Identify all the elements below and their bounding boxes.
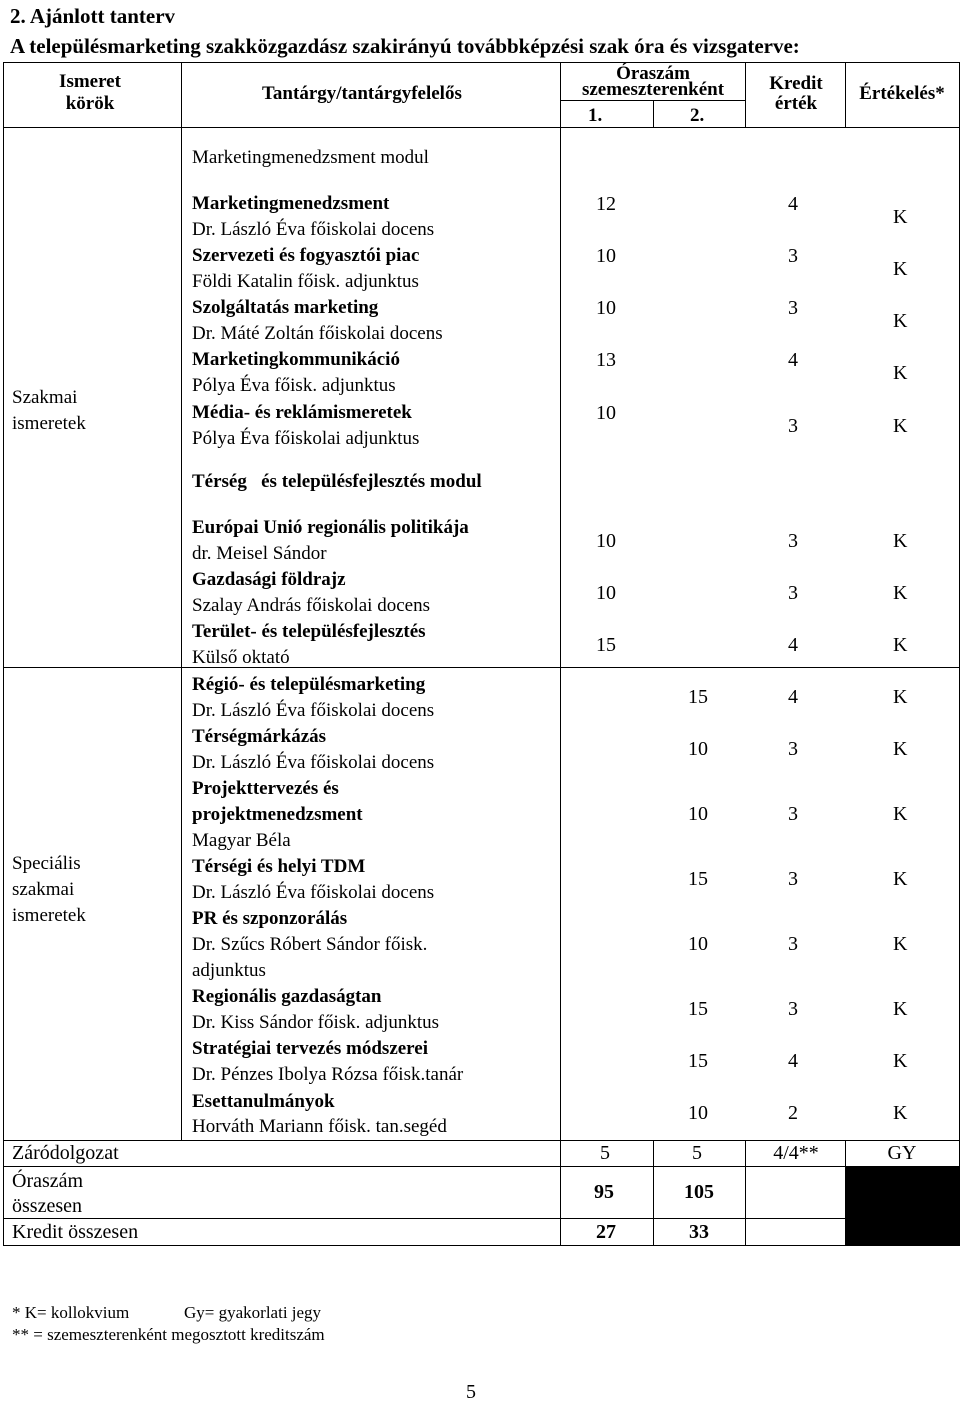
page-subtitle: A településmarketing szakközgazdász szakirányú továbbképzési szak óra és vizsgaterve: [10, 34, 800, 58]
subject-teacher: Pólya Éva főiskolai adjunktus [192, 428, 420, 449]
subject-teacher: Dr. László Éva főiskolai docens [192, 700, 435, 721]
subject-teacher: Dr. László Éva főiskolai docens [192, 752, 435, 773]
hours-total-sem1: 95 [594, 1181, 614, 1203]
subject-name: Regionális gazdaságtan [192, 986, 382, 1007]
credit-value: 3 [788, 530, 798, 552]
credit-value: 4 [788, 193, 798, 215]
evaluation-value: K [893, 310, 908, 332]
hours-value: 10 [596, 297, 616, 319]
header-subject: Tantárgy/tantárgyfelelős [262, 83, 462, 104]
page-number: 5 [466, 1381, 476, 1403]
subject-teacher: Dr. László Éva főiskolai docens [192, 882, 435, 903]
hours-value: 13 [596, 349, 616, 371]
subject-name: Európai Unió regionális politikája [192, 517, 469, 538]
header-semester-2: 2. [690, 105, 705, 126]
subject-teacher-continued: adjunktus [192, 960, 266, 981]
hours-value: 12 [596, 193, 616, 215]
hours-value: 15 [688, 1050, 708, 1072]
subject-name: Marketingmenedzsment [192, 193, 390, 214]
credit-value: 3 [788, 933, 798, 955]
credit-value: 3 [788, 582, 798, 604]
hours-value: 10 [688, 1102, 708, 1124]
credit-value: 3 [788, 415, 798, 437]
header-hours-line2: szemeszterenként [581, 79, 725, 100]
evaluation-value: K [893, 1050, 908, 1072]
credit-value: 3 [788, 803, 798, 825]
hours-value: 10 [688, 933, 708, 955]
header-hours-line1: Óraszám [616, 63, 690, 84]
subject-name: Szervezeti és fogyasztói piac [192, 245, 420, 266]
credit-value: 3 [788, 868, 798, 890]
credit-value: 4 [788, 349, 798, 371]
evaluation-value: K [893, 258, 908, 280]
subject-name: Térségmárkázás [192, 726, 327, 747]
footnote: * K= kollokvium [12, 1303, 130, 1322]
evaluation-value: K [893, 206, 908, 228]
evaluation-value: K [893, 998, 908, 1020]
evaluation-value: K [893, 530, 908, 552]
subject-name: Terület- és településfejlesztés [192, 621, 426, 642]
subject-teacher: dr. Meisel Sándor [192, 543, 327, 564]
credit-value: 3 [788, 738, 798, 760]
subject-name-continued: projektmenedzsment [192, 804, 363, 825]
subject-teacher: Dr. László Éva főiskolai docens [192, 219, 435, 240]
evaluation-value: K [893, 803, 908, 825]
hours-total-label: Óraszám [12, 1170, 84, 1192]
subject-teacher: Magyar Béla [192, 830, 291, 851]
hours-total-sem2: 105 [684, 1181, 714, 1203]
subject-teacher: Dr. Szűcs Róbert Sándor főisk. [192, 934, 428, 955]
hours-value: 10 [596, 530, 616, 552]
evaluation-value: K [893, 582, 908, 604]
credit-value: 3 [788, 245, 798, 267]
header-group-line1: Ismeret [59, 71, 121, 92]
subject-teacher: Pólya Éva főisk. adjunktus [192, 375, 396, 396]
credit-value: 3 [788, 998, 798, 1020]
evaluation-value: K [893, 415, 908, 437]
header-credit-line2: érték [774, 93, 818, 114]
thesis-sem1: 5 [600, 1142, 610, 1164]
thesis-credit: 4/4** [773, 1142, 819, 1164]
credit-total-label: Kredit összesen [12, 1221, 139, 1243]
knowledge-group-label: ismeretek [12, 413, 86, 434]
subject-name: Projekttervezés és [192, 778, 339, 799]
subject-teacher: Dr. Pénzes Ibolya Rózsa főisk.tanár [192, 1064, 464, 1085]
subject-name: Régió- és településmarketing [192, 674, 426, 695]
credit-value: 2 [788, 1102, 798, 1124]
credit-total-sem2: 33 [689, 1221, 709, 1243]
module-title: Térség és településfejlesztés modul [192, 471, 482, 492]
subject-name: Esettanulmányok [192, 1091, 335, 1112]
hours-value: 15 [688, 868, 708, 890]
subject-name: Gazdasági földrajz [192, 569, 346, 590]
blacked-out-cell [846, 1219, 959, 1245]
subject-name: Szolgáltatás marketing [192, 297, 379, 318]
hours-value: 15 [596, 634, 616, 656]
hours-value: 15 [688, 686, 708, 708]
evaluation-value: K [893, 362, 908, 384]
hours-value: 10 [688, 803, 708, 825]
hours-value: 10 [596, 402, 616, 424]
evaluation-value: K [893, 634, 908, 656]
header-semester-1: 1. [588, 105, 603, 126]
evaluation-value: K [893, 868, 908, 890]
footnote: Gy= gyakorlati jegy [184, 1303, 322, 1322]
subject-teacher: Dr. Máté Zoltán főiskolai docens [192, 323, 443, 344]
evaluation-value: K [893, 686, 908, 708]
evaluation-value: K [893, 1102, 908, 1124]
subject-name: PR és szponzorálás [192, 908, 348, 929]
subject-teacher: Horváth Mariann főisk. tan.segéd [192, 1116, 447, 1137]
thesis-evaluation: GY [887, 1142, 917, 1164]
knowledge-group-label: szakmai [12, 879, 75, 900]
subject-teacher: Szalay András főiskolai docens [192, 595, 430, 616]
module-title: Marketingmenedzsment modul [192, 147, 429, 168]
credit-value: 4 [788, 634, 798, 656]
hours-value: 10 [596, 245, 616, 267]
hours-total-label: összesen [12, 1195, 82, 1217]
hours-value: 15 [688, 998, 708, 1020]
credit-total-sem1: 27 [596, 1221, 616, 1243]
subject-name: Térségi és helyi TDM [192, 856, 366, 877]
subject-teacher: Földi Katalin főisk. adjunktus [192, 271, 419, 292]
credit-value: 3 [788, 297, 798, 319]
subject-teacher: Külső oktató [192, 647, 290, 668]
subject-name: Marketingkommunikáció [192, 349, 400, 370]
subject-name: Média- és reklámismeretek [192, 402, 412, 423]
hours-value: 10 [596, 582, 616, 604]
credit-value: 4 [788, 686, 798, 708]
knowledge-group-label: ismeretek [12, 905, 86, 926]
section-heading: 2. Ajánlott tanterv [10, 4, 176, 28]
evaluation-value: K [893, 738, 908, 760]
header-credit-line1: Kredit [769, 73, 823, 94]
header-group-line2: körök [65, 93, 115, 114]
hours-value: 10 [688, 738, 708, 760]
subject-name: Stratégiai tervezés módszerei [192, 1038, 428, 1059]
knowledge-group-label: Speciális [12, 853, 81, 874]
blacked-out-cell [846, 1167, 959, 1218]
thesis-sem2: 5 [692, 1142, 702, 1164]
credit-value: 4 [788, 1050, 798, 1072]
footnote: ** = szemeszterenként megosztott kreditszám [12, 1325, 325, 1344]
evaluation-value: K [893, 933, 908, 955]
thesis-label: Záródolgozat [12, 1142, 119, 1164]
subject-teacher: Dr. Kiss Sándor főisk. adjunktus [192, 1012, 439, 1033]
knowledge-group-label: Szakmai [12, 387, 78, 408]
header-evaluation: Értékelés* [859, 83, 945, 104]
